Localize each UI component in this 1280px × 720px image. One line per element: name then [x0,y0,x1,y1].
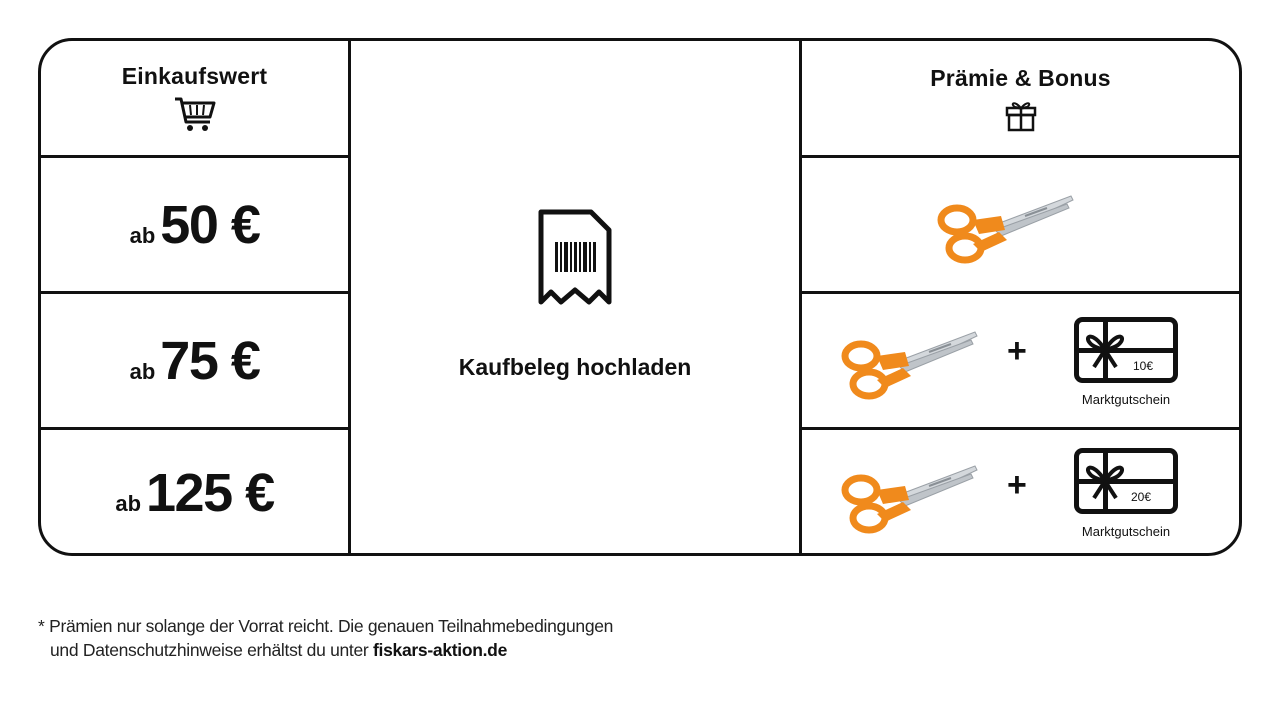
gift-icon [1004,96,1038,132]
voucher-amount: 10€ [1133,359,1154,373]
tier-amount [130,194,260,256]
tier-amount [130,330,260,392]
tier-row-2 [41,294,348,427]
tier-prefix: ab [129,222,156,248]
header-purchase-value [41,41,348,155]
reward-row-3 [802,430,1239,556]
upload-receipt-label: Kaufbeleg hochladen [458,354,692,380]
scissors-icon [934,190,1076,270]
tier-prefix: ab [129,358,156,384]
header-reward [802,41,1239,155]
campaign-link[interactable]: fiskars-aktion.de [373,640,508,660]
gift-card-icon [1074,448,1178,514]
reward-table [38,38,1242,556]
shopping-cart-icon [172,94,218,134]
reward-row-1 [802,158,1239,291]
tier-row-3 [41,430,348,556]
header-reward-title: Prämie & Bonus [930,64,1111,91]
tier-amount [115,462,273,524]
footnote-line-2-text: und Datenschutzhinweise erhältst du unter [50,640,374,660]
tier-value: 75 € [160,330,260,391]
tier-value: 125 € [146,463,274,523]
voucher-caption: Marktgutschein [1081,524,1171,539]
tier-prefix: ab [115,491,142,516]
header-purchase-value-title: Einkaufswert [121,62,268,89]
voucher-amount: 20€ [1131,490,1152,504]
plus-sign: + [1007,332,1027,370]
receipt-barcode-icon [535,208,615,308]
tier-row-1 [41,158,348,291]
footnote [38,614,613,662]
voucher-caption: Marktgutschein [1081,392,1171,407]
reward-row-2 [802,294,1239,427]
upload-receipt-panel [351,41,799,556]
plus-sign: + [1007,466,1027,504]
scissors-icon [838,326,980,406]
scissors-icon [838,460,980,540]
gift-card-icon [1074,317,1178,383]
footnote-line-1: * Prämien nur solange der Vorrat reicht. Die genauen Teilnahmebedingungen [38,616,614,636]
footnote-line-2 [38,638,613,662]
tier-value: 50 € [160,194,260,255]
